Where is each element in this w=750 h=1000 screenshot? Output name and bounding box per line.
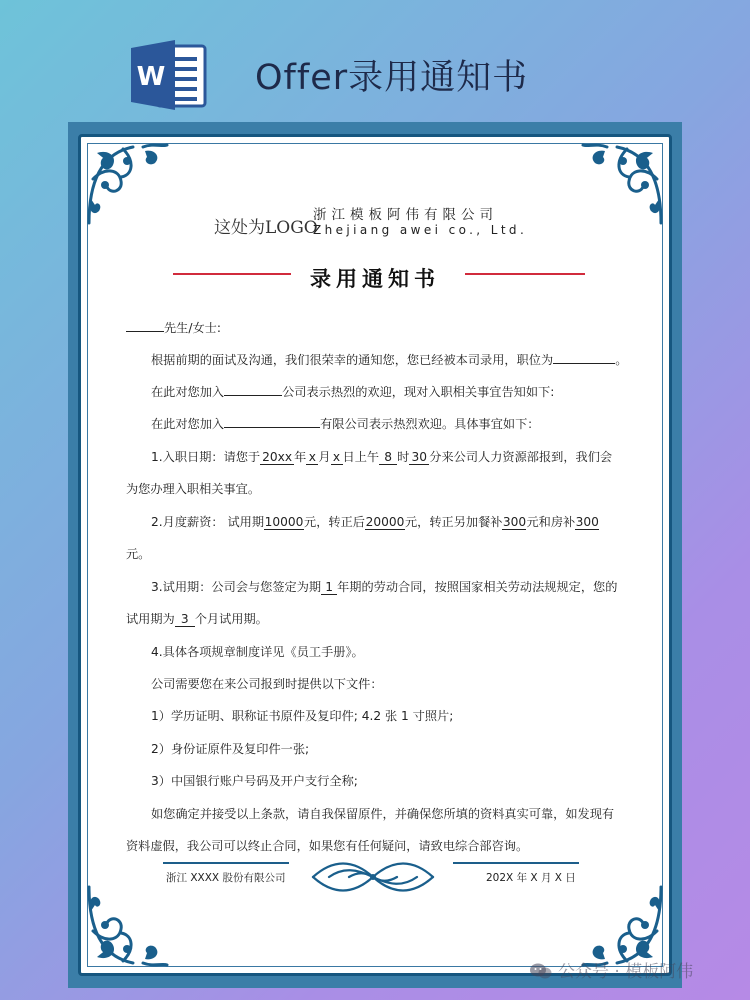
doc-item-1: 1）学历证明、职称证书原件及复印件; 4.2 张 1 寸照片; — [151, 709, 454, 723]
paragraph-welcome-2: 在此对您加入 有限公司表示热烈欢迎。具体事宜如下： — [151, 417, 540, 431]
start-minute[interactable]: 30 — [409, 450, 429, 465]
wechat-icon — [530, 962, 552, 980]
meal-allowance[interactable]: 300 — [502, 515, 527, 529]
company-blank[interactable] — [224, 395, 282, 396]
svg-text:W: W — [136, 62, 166, 92]
housing-allowance[interactable]: 300 — [575, 515, 599, 529]
page-header — [0, 0, 750, 115]
corner-ornament-icon — [83, 139, 173, 229]
footer-company: 浙江 XXXX 股份有限公司 — [166, 872, 286, 884]
item-start-date: 1.入职日期：请您于 20xx 年 x 月 x 日上午 8 时 30 分来公司人力资源部报到，我们会 — [151, 450, 613, 464]
start-hour[interactable]: 8 — [379, 450, 397, 465]
item-start-date-cont: 为您办理入职相关事宜。 — [126, 482, 261, 496]
probation-salary[interactable]: 10000 — [264, 515, 304, 529]
company-blank-2[interactable] — [224, 427, 320, 428]
paragraph-welcome: 在此对您加入 公司表示热烈的欢迎，现对入职相关事宜告知如下: — [151, 385, 555, 399]
word-icon — [131, 40, 207, 110]
start-day[interactable]: x — [331, 450, 343, 465]
closing-line-2: 资料虚假，我公司可以终止合同，如果您有任何疑问，请致电综合部咨询。 — [126, 839, 529, 853]
start-year[interactable]: 20xx — [260, 450, 294, 465]
footer-rule-right — [453, 862, 579, 864]
item-salary-cont: 元。 — [126, 547, 151, 561]
company-name-cn: 浙江模板阿伟有限公司 — [313, 207, 498, 223]
contract-years[interactable]: 1 — [321, 580, 337, 595]
footer-date: 202X 年 X 月 X 日 — [486, 872, 576, 884]
probation-months[interactable]: 3 — [175, 612, 195, 627]
footer-rule-left — [163, 862, 289, 864]
closing-line-1: 如您确定并接受以上条款，请自我保留原件，并确保您所填的资料真实可靠，如发现有 — [151, 807, 615, 821]
corner-ornament-icon — [577, 139, 667, 229]
start-month[interactable]: x — [306, 450, 318, 465]
corner-ornament-icon — [83, 881, 173, 971]
document-title: 录用通知书 — [310, 267, 440, 291]
doc-item-3: 3）中国银行账户号码及开户支行全称; — [151, 774, 358, 788]
company-name-en: Zhejiang awei co., Ltd. — [313, 223, 528, 237]
doc-item-2: 2）身份证原件及复印件一张; — [151, 742, 310, 756]
docs-intro: 公司需要您在来公司报到时提供以下文件： — [151, 677, 383, 691]
item-probation: 3.试用期：公司会与您签定为期 1 年期的劳动合同，按照国家相关劳动法规规定，您的 — [151, 580, 618, 594]
item-probation-cont: 试用期为 3 个月试用期。 — [126, 612, 268, 626]
regular-salary[interactable]: 20000 — [365, 515, 405, 529]
document-sheet — [78, 134, 672, 976]
watermark: 公众号 · 模板阿伟 — [530, 957, 693, 982]
salutation: 先生/女士: — [126, 319, 631, 336]
position-blank[interactable] — [553, 363, 615, 364]
flourish-ornament-icon — [309, 857, 437, 899]
logo-placeholder: 这处为LOGO — [214, 218, 318, 238]
page-title: Offer录用通知书 — [255, 58, 529, 98]
name-blank[interactable] — [126, 331, 164, 332]
item-handbook: 4.具体各项规章制度详见《员工手册》。 — [151, 645, 364, 659]
paragraph-position: 根据前期的面试及沟通，我们很荣幸的通知您，您已经被本司录用，职位为 。 — [151, 353, 628, 367]
document-page — [68, 122, 682, 988]
item-salary: 2.月度薪资： 试用期10000元，转正后20000元，转正另加餐补300元和房补300 — [151, 515, 599, 529]
